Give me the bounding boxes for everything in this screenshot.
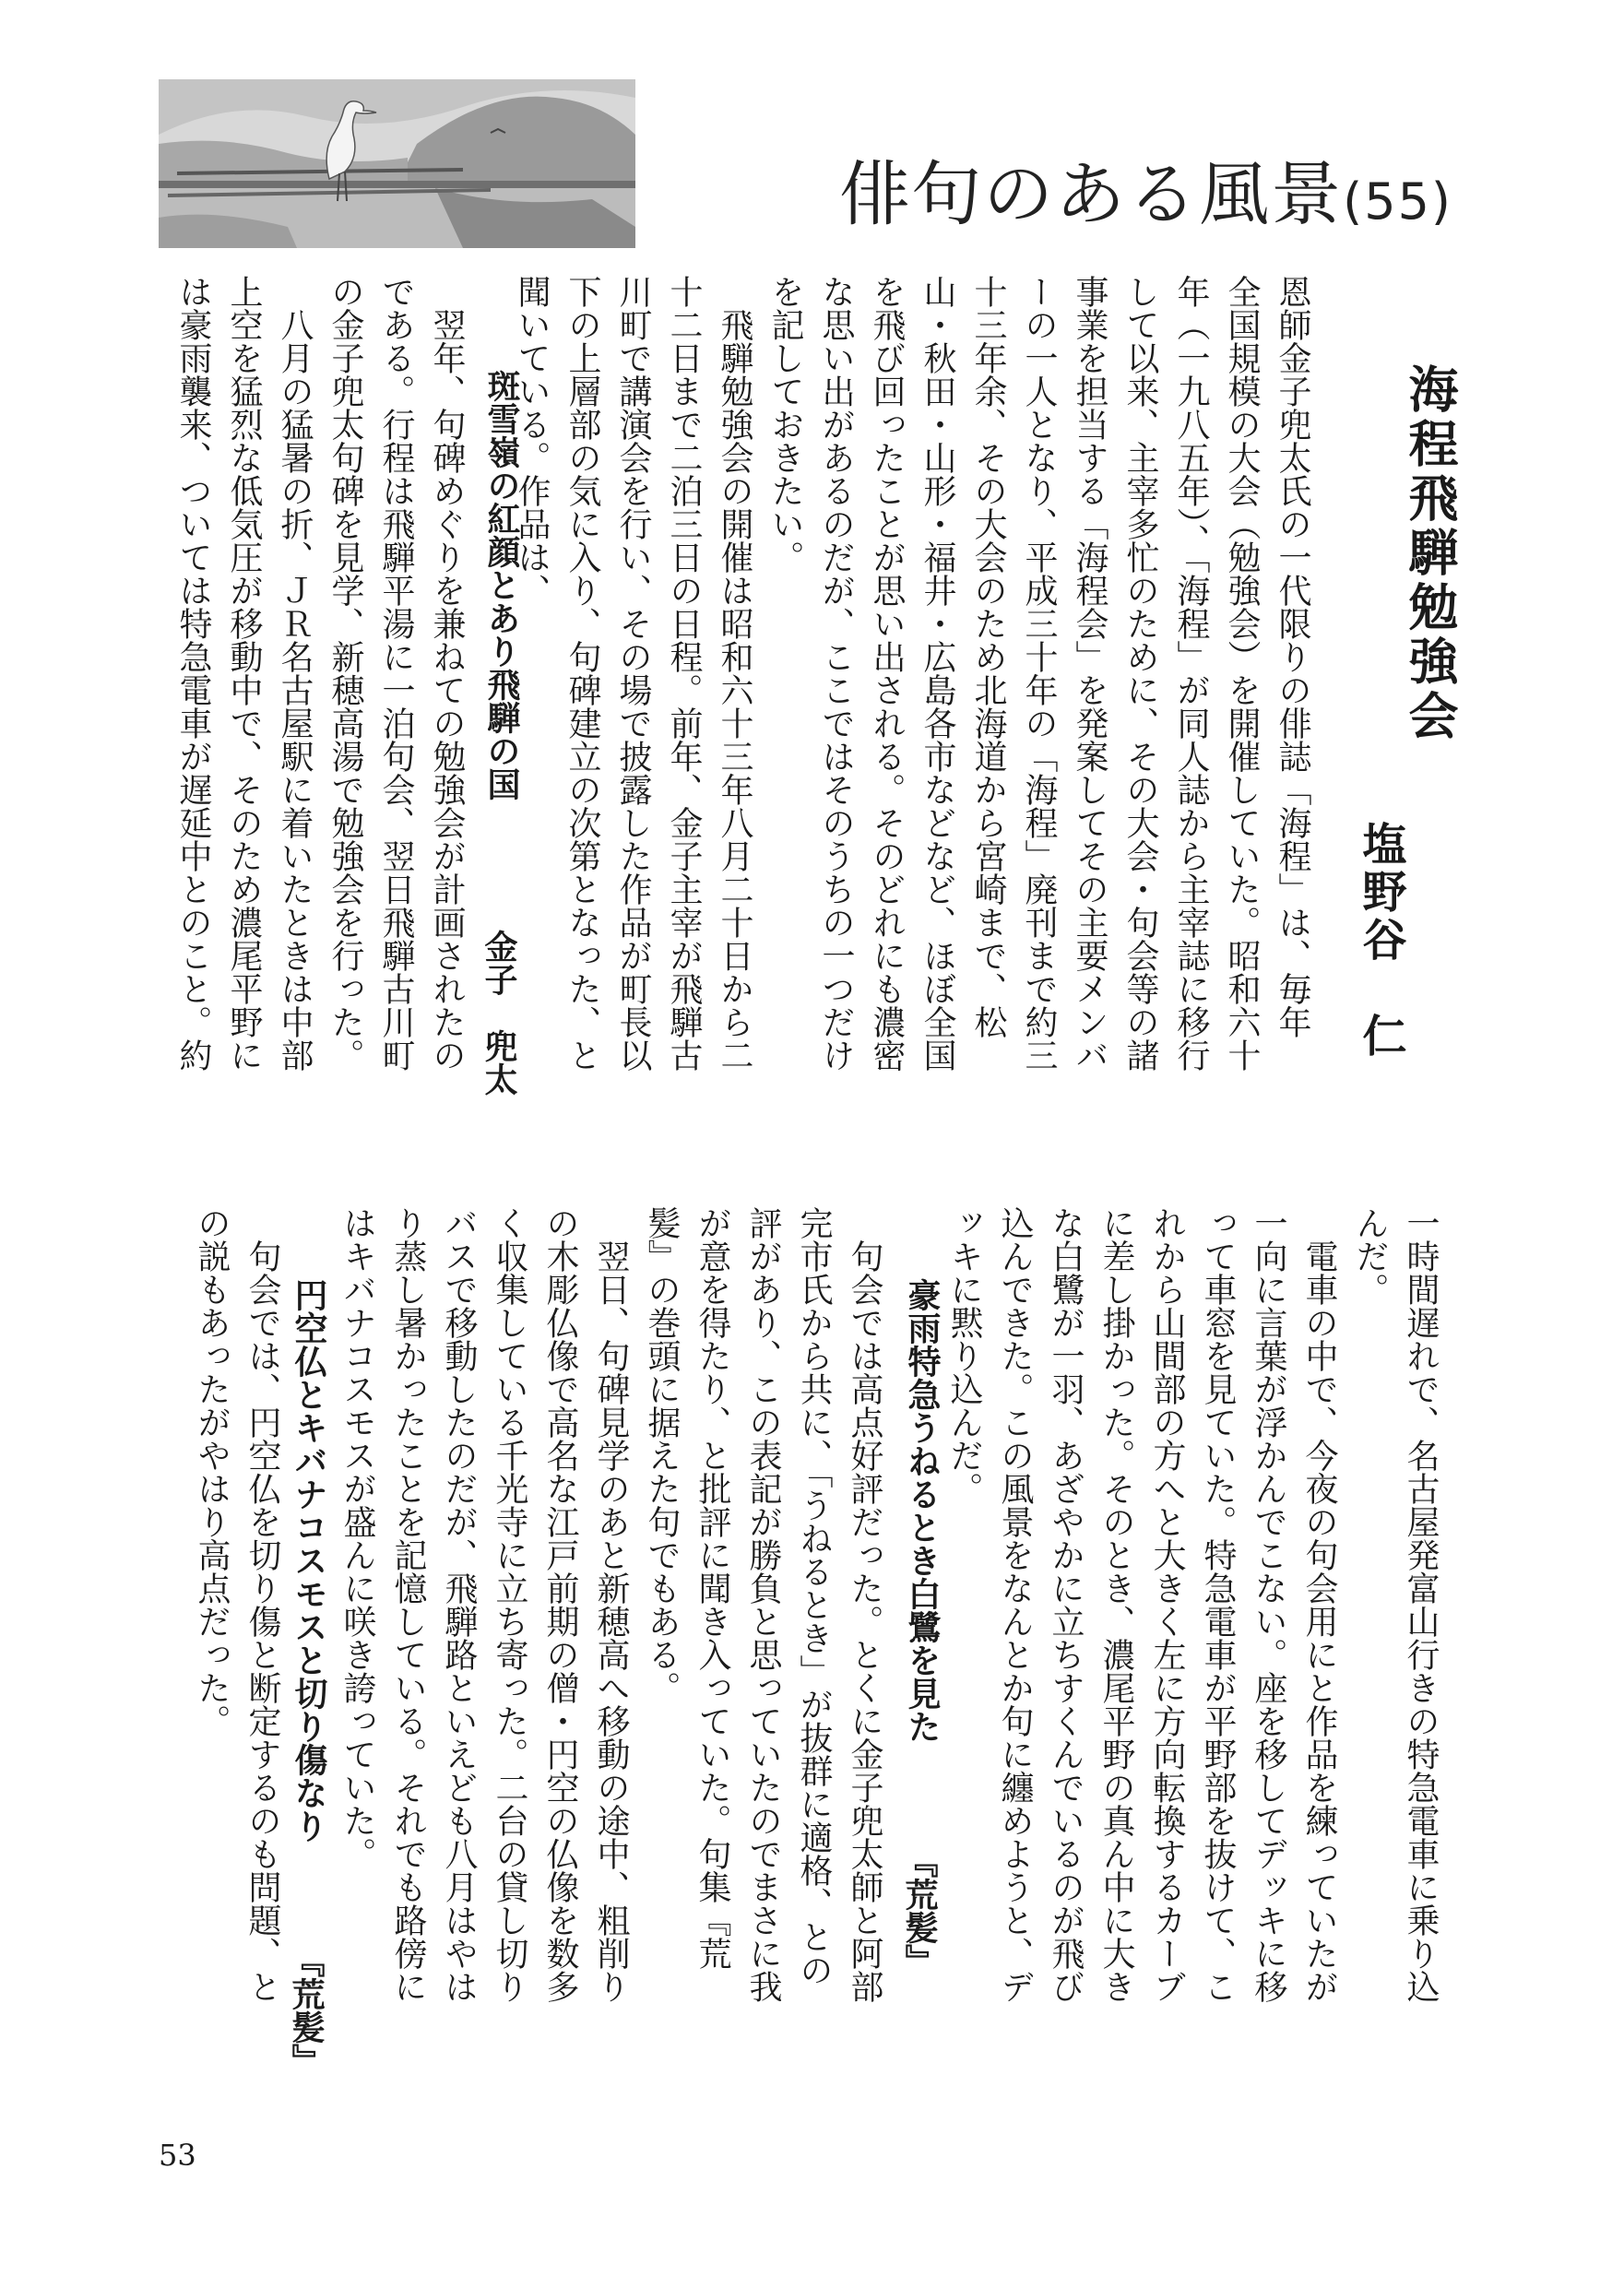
text-line: が意を得たり、と批評に聞き入っていた。句集『荒 (693, 1206, 731, 1970)
text-line: 評があり、この表記が勝負と思っていたのでまさに我 (744, 1206, 782, 2003)
text-line: 込んできた。この風景をなんとか句に纏めようと、デ (996, 1206, 1034, 2003)
text-line: の説もあったがやはり高点だった。 (193, 1206, 231, 1737)
haiku-3-source: 『荒髪』 (287, 1944, 326, 2077)
text-line: を記しておきたい。 (766, 275, 804, 574)
text-line: 年（一九八五年）、「海程」が同人誌から主宰誌に移行 (1172, 275, 1210, 1072)
title-number: (55) (1343, 172, 1452, 231)
text-line: を飛び回ったことが思い出される。そのどれにも濃密 (868, 275, 906, 1072)
text-line: 句会では高点好評だった。とくに金子兜太師と阿部 (846, 1239, 883, 2003)
text-line: 一向に言葉が浮かんでこない。座を移してデッキに移 (1250, 1206, 1287, 2003)
text-line: して以来、主宰多忙のために、その大会・句会等の諸 (1121, 275, 1159, 1072)
text-line: ーの一人となり、平成三十年の「海程」廃刊まで約三 (1020, 275, 1058, 1072)
page-number: 53 (159, 2138, 196, 2173)
bottom-body-text-c (159, 1206, 288, 2055)
text-line: 恩師金子兜太氏の一代限りの俳誌「海程」は、毎年 (1274, 275, 1311, 1038)
text-line: 事業を担当する「海程会」を発案してその主要メンバ (1071, 275, 1108, 1072)
article-author: 塩野谷 仁 (1355, 821, 1406, 1061)
text-line: んだ。 (1351, 1206, 1389, 1306)
haiku-2: 豪雨特急うねるとき白鷺を見た (903, 1278, 941, 1743)
bottom-body-text-a (945, 1206, 1446, 2055)
text-line: 十二日まで二泊三日の日程。前年、金子主宰が飛騨古 (665, 275, 703, 1072)
text-line: の木彫仏像で高名な江戸前期の僧・円空の仏像を数多 (541, 1206, 579, 2003)
text-line: バスで移動したのだが、飛騨路といえども八月はやは (440, 1206, 478, 2003)
text-line: に差し掛かった。そのとき、濃尾平野の真ん中に大き (1097, 1206, 1135, 2003)
text-line: は豪雨襲来、ついては特急電車が遅延中とのこと。約 (174, 275, 212, 1072)
text-line: 飛騨勉強会の開催は昭和六十三年八月二十日から二 (716, 308, 753, 1072)
text-line: れから山間部の方へと大きく左に方向転換するカーブ (1148, 1206, 1186, 2003)
text-line: り蒸し暑かったことを記憶している。それでも路傍に (389, 1206, 427, 2003)
haiku-2-source: 『荒髪』 (900, 1844, 939, 1977)
text-line: な白鷺が一羽、あざやかに立ちすくんでいるのが飛び (1047, 1206, 1085, 2003)
text-line: 髪』の巻頭に据えた句でもある。 (643, 1206, 681, 1704)
text-line: 完市氏から共に、「うねるとき」が抜群に適格、との (795, 1206, 833, 1986)
page-title (839, 138, 1452, 239)
bottom-body-text-b (337, 1206, 890, 2055)
title-text: 俳句のある風景 (839, 153, 1344, 235)
text-line: 聞いている。作品は、 (513, 275, 551, 607)
text-line: 十三年余、その大会のため北海道から宮崎まで、松 (969, 275, 1007, 1038)
text-line: 下の上層部の気に入り、句碑建立の次第となった、と (563, 275, 601, 1072)
text-line: 翌日、句碑見学のあと新穂高へ移動の途中、粗削り (592, 1239, 630, 2003)
egret-landscape-illustration (159, 79, 635, 248)
text-line: 電車の中で、今夜の句会用にと作品を練っていたが (1300, 1239, 1338, 2003)
article-heading: 海程飛騨勉強会 (1401, 363, 1459, 744)
text-line: 山・秋田・山形・福井・広島各市などなど、ほぼ全国 (919, 275, 956, 1072)
text-line: 川町で講演会を行い、その場で披露した作品が町長以 (614, 275, 652, 1072)
text-line: な思い出があるのだが、ここではそのうちの一つだけ (817, 275, 855, 1072)
text-line: 一時間遅れで、名古屋発富山行きの特急電車に乗り込 (1402, 1206, 1440, 2003)
haiku-1: 斑雪嶺の紅顔とあり飛騨の国 (482, 369, 520, 800)
haiku-1-author: 金子 兜太 (480, 930, 518, 1096)
text-line: く収集している千光寺に立ち寄った。二台の貸し切り (491, 1206, 528, 2003)
text-line: って車窓を見ていた。特急電車が平野部を抜けて、こ (1199, 1206, 1237, 2003)
text-line: 八月の猛暑の折、ＪＲ名古屋駅に着いたときは中部 (276, 308, 314, 1072)
text-line: である。行程は飛騨平湯に一泊句会、翌日飛騨古川町 (377, 275, 415, 1072)
text-line: ッキに黙り込んだ。 (945, 1206, 983, 1505)
text-line: の金子兜太句碑を見学、新穂高湯で勉強会を行った。 (326, 275, 364, 1072)
haiku-3: 円空仏とキバナコスモスと切り傷なり (290, 1278, 327, 1843)
text-line: 翌年、句碑めぐりを兼ねての勉強会が計画されたの (428, 308, 466, 1072)
top-body-text-b (159, 275, 472, 1142)
text-line: 全国規模の大会（勉強会）を開催していた。昭和六十 (1223, 275, 1261, 1072)
top-body-text-a (469, 275, 1318, 1142)
text-line: 句会では、円空仏を切り傷と断定するのも問題、と (243, 1239, 281, 2003)
text-line: 上空を猛烈な低気圧が移動中で、そのため濃尾平野に (225, 275, 263, 1072)
text-line: はキバナコスモスが盛んに咲き誇っていた。 (338, 1206, 376, 1870)
egret-illustration-icon (159, 79, 635, 248)
